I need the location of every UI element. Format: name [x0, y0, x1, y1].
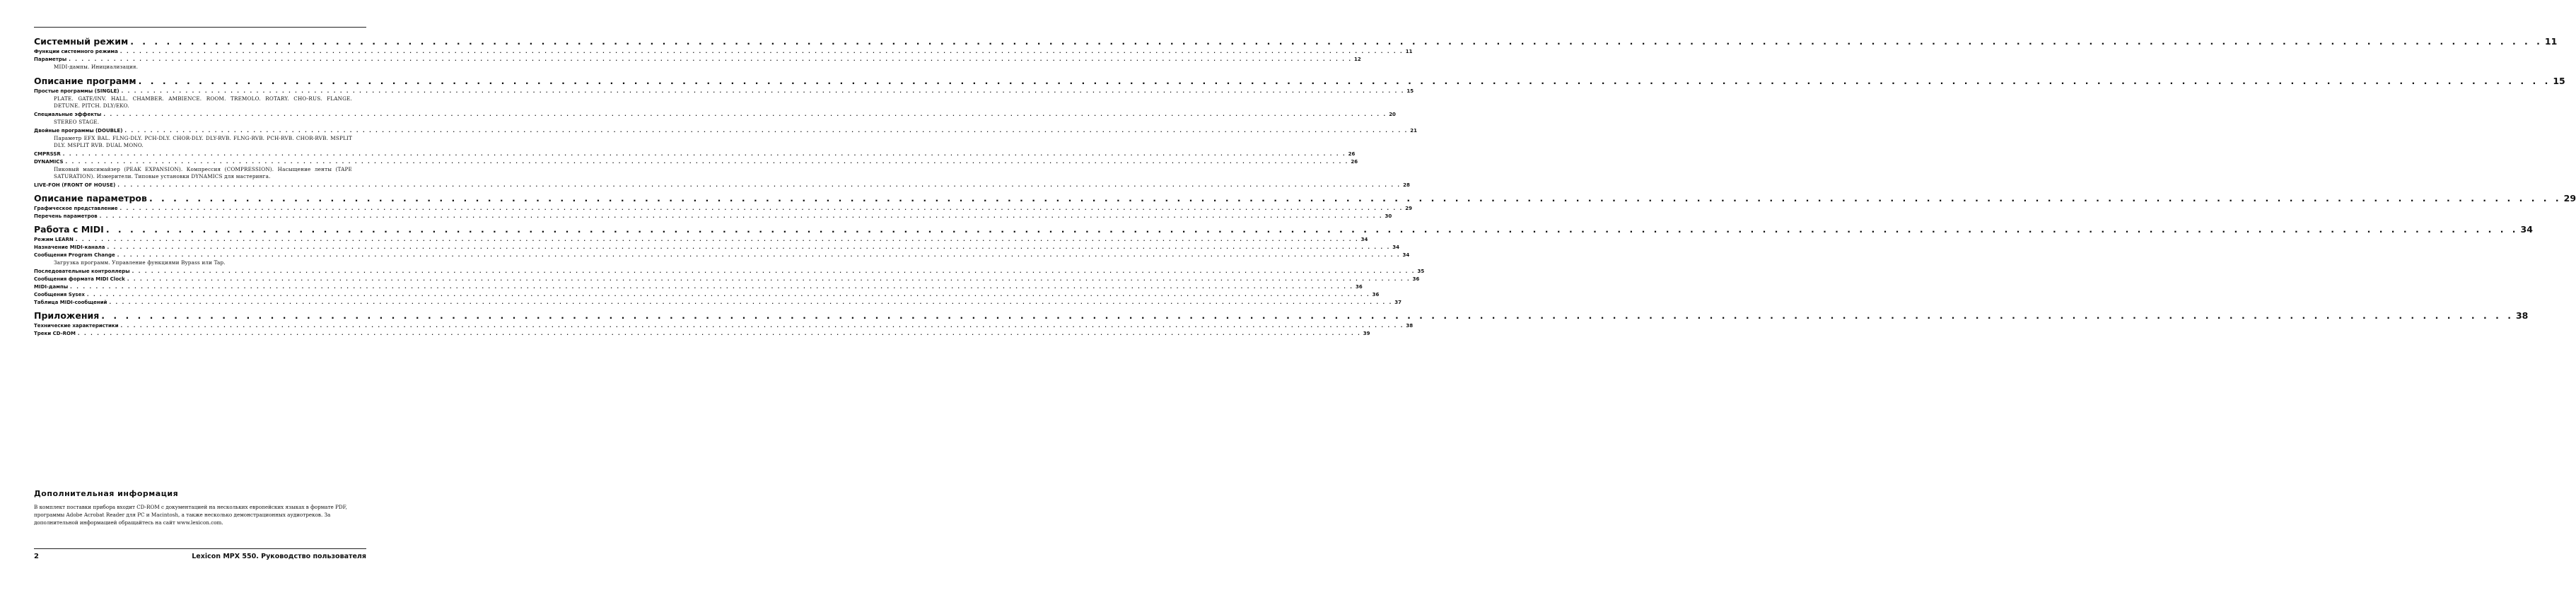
toc-entry-title: DYNAMICS [34, 159, 64, 165]
toc-section[interactable] [34, 224, 2533, 235]
toc-entry-title: Функции системного режима [34, 49, 118, 54]
manual-title: Lexicon MPX 550. Руководство пользователя [192, 553, 366, 560]
toc-subsection[interactable] [34, 112, 1396, 117]
toc-subsection[interactable] [34, 323, 1414, 329]
toc-page-number: 36 [1412, 276, 1420, 282]
toc-entry-title: MIDI-дампы [34, 284, 69, 290]
toc-section[interactable] [34, 193, 2576, 204]
toc-subsection[interactable] [34, 159, 1358, 165]
dot-leader: . . . . . . . . . . . . . . . . . . . . . . . . . . . . . . . . . . . . . . . . . . . . . . . . . . . . . . . . . . . . . . . . . . . . . . . . . . . . . . . . . . . . . . . . . . . . . . . . . . . . . . . . . . . . . . . . . . . . . . . . . . . . . . . . . . . . . . . . . . . . . . . . . . . . . . . . . . . . . . . . . . . . . . . . . . . . . . . . . . . . . . . . . . . . . . . . . . . . . . . . [117, 182, 1401, 188]
toc-subsection[interactable] [34, 206, 1413, 211]
toc-page-number: 11 [1405, 49, 1413, 54]
dot-leader: . . . . . . . . . . . . . . . . . . . . . . . . . . . . . . . . . . . . . . . . . . . . . . . . . . . . . . . . . . . . . . . . . . . . . . . . . . . . . . . . . . . . . . . . . . . . . . . . . . . . . . . . . . . . . . . . . . . . . . . . . . . . . . . . . . . . . . . . . . . . . . . . . . . . . . . . . . . . . . . . . . . . . . . . . . . . . . . . . . . . . . . . . . . . . . . . . . . . . . . . [120, 49, 1404, 54]
dot-leader: . . . . . . . . . . . . . . . . . . . . . . . . . . . . . . . . . . . . . . . . . . . . . . . . . . . . . . . . . . . . . . . . . . . . . . . . . . . . . . . . . . . . . . . . . . . . . . . . . . . . . . . . . . . . . . . . . . . . . . . . . . . . . . . . . . . . . . . . . . . . . . . . . . . . . . . . . . . . . . . . . . . . . . . . . . . . . . . . . . . . . . . . . . . . . . . . . . . . . . . . [105, 224, 2519, 235]
toc-entry-title: Технические характеристики [34, 323, 119, 329]
toc-page-number: 11 [2544, 36, 2558, 47]
toc-section[interactable] [34, 76, 2565, 86]
toc-description: STEREO STAGE. [54, 119, 100, 125]
toc-entry-title: Специальные эффекты [34, 112, 102, 117]
toc-subsection[interactable] [34, 213, 1392, 219]
dot-leader: . . . . . . . . . . . . . . . . . . . . . . . . . . . . . . . . . . . . . . . . . . . . . . . . . . . . . . . . . . . . . . . . . . . . . . . . . . . . . . . . . . . . . . . . . . . . . . . . . . . . . . . . . . . . . . . . . . . . . . . . . . . . . . . . . . . . . . . . . . . . . . . . . . . . . . . . . . . . . . . . . . . . . . . . . . . . . . . . . . . . . . . . . . . . . . . . . . . . . . . . [117, 252, 1401, 258]
top-rule [34, 27, 366, 28]
toc-page-number: 20 [1389, 112, 1396, 117]
dot-leader: . . . . . . . . . . . . . . . . . . . . . . . . . . . . . . . . . . . . . . . . . . . . . . . . . . . . . . . . . . . . . . . . . . . . . . . . . . . . . . . . . . . . . . . . . . . . . . . . . . . . . . . . . . . . . . . . . . . . . . . . . . . . . . . . . . . . . . . . . . . . . . . . . . . . . . . . . . . . . . . . . . . . . . . . . . . . . . . . . . . . . . . . . . . . . . . . . . . . . . . . [109, 300, 1393, 305]
dot-leader: . . . . . . . . . . . . . . . . . . . . . . . . . . . . . . . . . . . . . . . . . . . . . . . . . . . . . . . . . . . . . . . . . . . . . . . . . . . . . . . . . . . . . . . . . . . . . . . . . . . . . . . . . . . . . . . . . . . . . . . . . . . . . . . . . . . . . . . . . . . . . . . . . . . . . . . . . . . . . . . . . . . . . . . . . . . . . . . . . . . . . . . . . . . . . . . . . . . . . . . . [65, 159, 1349, 165]
toc-description: Пиковый максимайзер (PEAK EXPANSION). Компрессия (COMPRESSION). Насыщение ленты (TAPE SATURATION). Измерители. Типовые установки DYNAMICS для мастеринга. [54, 166, 352, 179]
dot-leader: . . . . . . . . . . . . . . . . . . . . . . . . . . . . . . . . . . . . . . . . . . . . . . . . . . . . . . . . . . . . . . . . . . . . . . . . . . . . . . . . . . . . . . . . . . . . . . . . . . . . . . . . . . . . . . . . . . . . . . . . . . . . . . . . . . . . . . . . . . . . . . . . . . . . . . . . . . . . . . . . . . . . . . . . . . . . . . . . . . . . . . . . . . . . . . . . . . . . . . . . [148, 193, 2562, 204]
toc-section[interactable] [34, 36, 2558, 47]
toc-entry-title: Работа с MIDI [34, 224, 104, 235]
dot-leader: . . . . . . . . . . . . . . . . . . . . . . . . . . . . . . . . . . . . . . . . . . . . . . . . . . . . . . . . . . . . . . . . . . . . . . . . . . . . . . . . . . . . . . . . . . . . . . . . . . . . . . . . . . . . . . . . . . . . . . . . . . . . . . . . . . . . . . . . . . . . . . . . . . . . . . . . . . . . . . . . . . . . . . . . . . . . . . . . . . . . . . . . . . . . . . . . . . . . . . . . [121, 88, 1405, 94]
dot-leader: . . . . . . . . . . . . . . . . . . . . . . . . . . . . . . . . . . . . . . . . . . . . . . . . . . . . . . . . . . . . . . . . . . . . . . . . . . . . . . . . . . . . . . . . . . . . . . . . . . . . . . . . . . . . . . . . . . . . . . . . . . . . . . . . . . . . . . . . . . . . . . . . . . . . . . . . . . . . . . . . . . . . . . . . . . . . . . . . . . . . . . . . . . . . . . . . . . . . . . . . [132, 269, 1416, 274]
toc-page-number: 34 [2520, 224, 2533, 235]
toc-page-number: 26 [1351, 159, 1358, 165]
toc-page-number: 28 [1403, 182, 1410, 188]
toc-subsection[interactable] [34, 245, 1400, 250]
toc-page-number: 34 [1360, 237, 1368, 242]
toc-entry-title: Последовательные контроллеры [34, 269, 130, 274]
toc-page-number: 38 [2515, 310, 2529, 321]
toc-entry-title: LIVE-FOH (FRONT OF HOUSE) [34, 182, 116, 188]
dot-leader: . . . . . . . . . . . . . . . . . . . . . . . . . . . . . . . . . . . . . . . . . . . . . . . . . . . . . . . . . . . . . . . . . . . . . . . . . . . . . . . . . . . . . . . . . . . . . . . . . . . . . . . . . . . . . . . . . . . . . . . . . . . . . . . . . . . . . . . . . . . . . . . . . . . . . . . . . . . . . . . . . . . . . . . . . . . . . . . . . . . . . . . . . . . . . . . . . . . . . . . . [77, 331, 1361, 336]
toc-page-number: 37 [1394, 300, 1402, 305]
dot-leader: . . . . . . . . . . . . . . . . . . . . . . . . . . . . . . . . . . . . . . . . . . . . . . . . . . . . . . . . . . . . . . . . . . . . . . . . . . . . . . . . . . . . . . . . . . . . . . . . . . . . . . . . . . . . . . . . . . . . . . . . . . . . . . . . . . . . . . . . . . . . . . . . . . . . . . . . . . . . . . . . . . . . . . . . . . . . . . . . . . . . . . . . . . . . . . . . . . . . . . . . [120, 206, 1404, 211]
dot-leader: . . . . . . . . . . . . . . . . . . . . . . . . . . . . . . . . . . . . . . . . . . . . . . . . . . . . . . . . . . . . . . . . . . . . . . . . . . . . . . . . . . . . . . . . . . . . . . . . . . . . . . . . . . . . . . . . . . . . . . . . . . . . . . . . . . . . . . . . . . . . . . . . . . . . . . . . . . . . . . . . . . . . . . . . . . . . . . . . . . . . . . . . . . . . . . . . . . . . . . . . [75, 237, 1359, 242]
toc-subsection[interactable] [34, 276, 1420, 282]
dot-leader: . . . . . . . . . . . . . . . . . . . . . . . . . . . . . . . . . . . . . . . . . . . . . . . . . . . . . . . . . . . . . . . . . . . . . . . . . . . . . . . . . . . . . . . . . . . . . . . . . . . . . . . . . . . . . . . . . . . . . . . . . . . . . . . . . . . . . . . . . . . . . . . . . . . . . . . . . . . . . . . . . . . . . . . . . . . . . . . . . . . . . . . . . . . . . . . . . . . . . . . . [138, 76, 2551, 86]
toc-page-number: 29 [1405, 206, 1413, 211]
info-paragraph: В комплект поставки прибора входит CD-ROM с документацией на нескольких европейских языках в формате PDF, программы Adobe Acrobat Reader для PC и Macintosh, а также несколько демонстрационных аудиотреков. За дополнительной информацией обращайтесь на сайт www.lexicon.com. [34, 504, 347, 526]
dot-leader: . . . . . . . . . . . . . . . . . . . . . . . . . . . . . . . . . . . . . . . . . . . . . . . . . . . . . . . . . . . . . . . . . . . . . . . . . . . . . . . . . . . . . . . . . . . . . . . . . . . . . . . . . . . . . . . . . . . . . . . . . . . . . . . . . . . . . . . . . . . . . . . . . . . . . . . . . . . . . . . . . . . . . . . . . . . . . . . . . . . . . . . . . . . . . . . . . . . . . . . . [120, 323, 1404, 329]
toc-page-number: 26 [1348, 151, 1356, 157]
toc-page-number: 35 [1417, 269, 1425, 274]
toc-subsection[interactable] [34, 237, 1368, 242]
toc-subsection[interactable] [34, 300, 1402, 305]
toc-page-number: 15 [1406, 88, 1414, 94]
toc-entry-title: Таблица MIDI-сообщений [34, 300, 107, 305]
toc-description: Загрузка программ. Управление функциями Bypass или Tap. [54, 259, 226, 266]
toc-subsection[interactable] [34, 88, 1414, 94]
toc-page-number: 39 [1363, 331, 1370, 336]
toc-entry-title: Приложения [34, 310, 100, 321]
toc-description: Параметр EFX BAL. FLNG-DLY. PCH-DLY. CHOR-DLY. DLY-RVB. FLNG-RVB. PCH-RVB. CHOR-RVB. MSPLIT DLY. MSPLIT RVB. DUAL MONO. [54, 135, 352, 148]
dot-leader: . . . . . . . . . . . . . . . . . . . . . . . . . . . . . . . . . . . . . . . . . . . . . . . . . . . . . . . . . . . . . . . . . . . . . . . . . . . . . . . . . . . . . . . . . . . . . . . . . . . . . . . . . . . . . . . . . . . . . . . . . . . . . . . . . . . . . . . . . . . . . . . . . . . . . . . . . . . . . . . . . . . . . . . . . . . . . . . . . . . . . . . . . . . . . . . . . . . . . . . . [86, 292, 1370, 298]
toc-subsection[interactable] [34, 49, 1413, 54]
toc-entry-title: Сообщения Sysex [34, 292, 85, 298]
toc-entry-title: Режим LEARN [34, 237, 74, 242]
dot-leader: . . . . . . . . . . . . . . . . . . . . . . . . . . . . . . . . . . . . . . . . . . . . . . . . . . . . . . . . . . . . . . . . . . . . . . . . . . . . . . . . . . . . . . . . . . . . . . . . . . . . . . . . . . . . . . . . . . . . . . . . . . . . . . . . . . . . . . . . . . . . . . . . . . . . . . . . . . . . . . . . . . . . . . . . . . . . . . . . . . . . . . . . . . . . . . . . . . . . . . . . [107, 245, 1391, 250]
toc-page-number: 36 [1355, 284, 1363, 290]
bottom-rule [34, 548, 366, 549]
toc-entry-title: Системный режим [34, 36, 129, 47]
toc-page-number: 34 [1392, 245, 1400, 250]
toc-subsection[interactable] [34, 292, 1380, 298]
toc-subsection[interactable] [34, 252, 1410, 258]
toc-subsection[interactable] [34, 269, 1425, 274]
toc-description: PLATE. GATE/INV. HALL. CHAMBER. AMBIENCE. ROOM. TREMOLO. ROTARY. CHO-RUS. FLANGE. DETUNE. PITCH. DLY/EKO. [54, 95, 352, 109]
toc-entry-title: Сообщения формата MIDI Clock [34, 276, 125, 282]
toc-page-number: 21 [1410, 128, 1417, 134]
dot-leader: . . . . . . . . . . . . . . . . . . . . . . . . . . . . . . . . . . . . . . . . . . . . . . . . . . . . . . . . . . . . . . . . . . . . . . . . . . . . . . . . . . . . . . . . . . . . . . . . . . . . . . . . . . . . . . . . . . . . . . . . . . . . . . . . . . . . . . . . . . . . . . . . . . . . . . . . . . . . . . . . . . . . . . . . . . . . . . . . . . . . . . . . . . . . . . . . . . . . . . . . [130, 36, 2543, 47]
dot-leader: . . . . . . . . . . . . . . . . . . . . . . . . . . . . . . . . . . . . . . . . . . . . . . . . . . . . . . . . . . . . . . . . . . . . . . . . . . . . . . . . . . . . . . . . . . . . . . . . . . . . . . . . . . . . . . . . . . . . . . . . . . . . . . . . . . . . . . . . . . . . . . . . . . . . . . . . . . . . . . . . . . . . . . . . . . . . . . . . . . . . . . . . . . . . . . . . . . . . . . . . [101, 310, 2514, 321]
dot-leader: . . . . . . . . . . . . . . . . . . . . . . . . . . . . . . . . . . . . . . . . . . . . . . . . . . . . . . . . . . . . . . . . . . . . . . . . . . . . . . . . . . . . . . . . . . . . . . . . . . . . . . . . . . . . . . . . . . . . . . . . . . . . . . . . . . . . . . . . . . . . . . . . . . . . . . . . . . . . . . . . . . . . . . . . . . . . . . . . . . . . . . . . . . . . . . . . . . . . . . . . [99, 213, 1383, 219]
toc-subsection[interactable] [34, 331, 1370, 336]
toc-subsection[interactable] [34, 128, 1417, 134]
toc-page-number: 29 [2563, 193, 2576, 204]
page-number: 2 [34, 553, 39, 560]
toc-entry-title: Простые программы (SINGLE) [34, 88, 120, 94]
toc-description: MIDI-дампы. Инициализация. [54, 64, 139, 70]
toc-subsection[interactable] [34, 151, 1356, 157]
toc-entry-title: Графическое представление [34, 206, 118, 211]
toc-page-number: 15 [2553, 76, 2565, 86]
info-heading: Дополнительная информация [34, 489, 179, 498]
toc-page-number: 30 [1385, 213, 1392, 219]
toc-entry-title: Двойные программы (DOUBLE) [34, 128, 123, 134]
dot-leader: . . . . . . . . . . . . . . . . . . . . . . . . . . . . . . . . . . . . . . . . . . . . . . . . . . . . . . . . . . . . . . . . . . . . . . . . . . . . . . . . . . . . . . . . . . . . . . . . . . . . . . . . . . . . . . . . . . . . . . . . . . . . . . . . . . . . . . . . . . . . . . . . . . . . . . . . . . . . . . . . . . . . . . . . . . . . . . . . . . . . . . . . . . . . . . . . . . . . . . . . [103, 112, 1387, 117]
dot-leader: . . . . . . . . . . . . . . . . . . . . . . . . . . . . . . . . . . . . . . . . . . . . . . . . . . . . . . . . . . . . . . . . . . . . . . . . . . . . . . . . . . . . . . . . . . . . . . . . . . . . . . . . . . . . . . . . . . . . . . . . . . . . . . . . . . . . . . . . . . . . . . . . . . . . . . . . . . . . . . . . . . . . . . . . . . . . . . . . . . . . . . . . . . . . . . . . . . . . . . . . [62, 151, 1346, 157]
toc-entry-title: Описание параметров [34, 193, 147, 204]
dot-leader: . . . . . . . . . . . . . . . . . . . . . . . . . . . . . . . . . . . . . . . . . . . . . . . . . . . . . . . . . . . . . . . . . . . . . . . . . . . . . . . . . . . . . . . . . . . . . . . . . . . . . . . . . . . . . . . . . . . . . . . . . . . . . . . . . . . . . . . . . . . . . . . . . . . . . . . . . . . . . . . . . . . . . . . . . . . . . . . . . . . . . . . . . . . . . . . . . . . . . . . . [69, 57, 1352, 62]
table-of-contents [34, 31, 2576, 336]
toc-subsection[interactable] [34, 284, 1363, 290]
toc-entry-title: Назначение MIDI-канала [34, 245, 105, 250]
toc-subsection[interactable] [34, 57, 1361, 62]
toc-page-number: 34 [1402, 252, 1410, 258]
toc-entry-title: CMPRSSR [34, 151, 61, 157]
dot-leader: . . . . . . . . . . . . . . . . . . . . . . . . . . . . . . . . . . . . . . . . . . . . . . . . . . . . . . . . . . . . . . . . . . . . . . . . . . . . . . . . . . . . . . . . . . . . . . . . . . . . . . . . . . . . . . . . . . . . . . . . . . . . . . . . . . . . . . . . . . . . . . . . . . . . . . . . . . . . . . . . . . . . . . . . . . . . . . . . . . . . . . . . . . . . . . . . . . . . . . . . [124, 128, 1409, 134]
toc-page-number: 38 [1406, 323, 1414, 329]
toc-page-number: 12 [1354, 57, 1361, 62]
toc-section[interactable] [34, 310, 2529, 321]
toc-subsection[interactable] [34, 182, 1410, 188]
toc-page-number: 36 [1372, 292, 1380, 298]
toc-entry-title: Сообщения Program Change [34, 252, 115, 258]
toc-entry-title: Треки CD-ROM [34, 331, 76, 336]
toc-entry-title: Описание программ [34, 76, 136, 86]
dot-leader: . . . . . . . . . . . . . . . . . . . . . . . . . . . . . . . . . . . . . . . . . . . . . . . . . . . . . . . . . . . . . . . . . . . . . . . . . . . . . . . . . . . . . . . . . . . . . . . . . . . . . . . . . . . . . . . . . . . . . . . . . . . . . . . . . . . . . . . . . . . . . . . . . . . . . . . . . . . . . . . . . . . . . . . . . . . . . . . . . . . . . . . . . . . . . . . . . . . . . . . . [127, 276, 1411, 282]
dot-leader: . . . . . . . . . . . . . . . . . . . . . . . . . . . . . . . . . . . . . . . . . . . . . . . . . . . . . . . . . . . . . . . . . . . . . . . . . . . . . . . . . . . . . . . . . . . . . . . . . . . . . . . . . . . . . . . . . . . . . . . . . . . . . . . . . . . . . . . . . . . . . . . . . . . . . . . . . . . . . . . . . . . . . . . . . . . . . . . . . . . . . . . . . . . . . . . . . . . . . . . . [70, 284, 1353, 290]
toc-entry-title: Параметры [34, 57, 67, 62]
toc-entry-title: Перечень параметров [34, 213, 98, 219]
